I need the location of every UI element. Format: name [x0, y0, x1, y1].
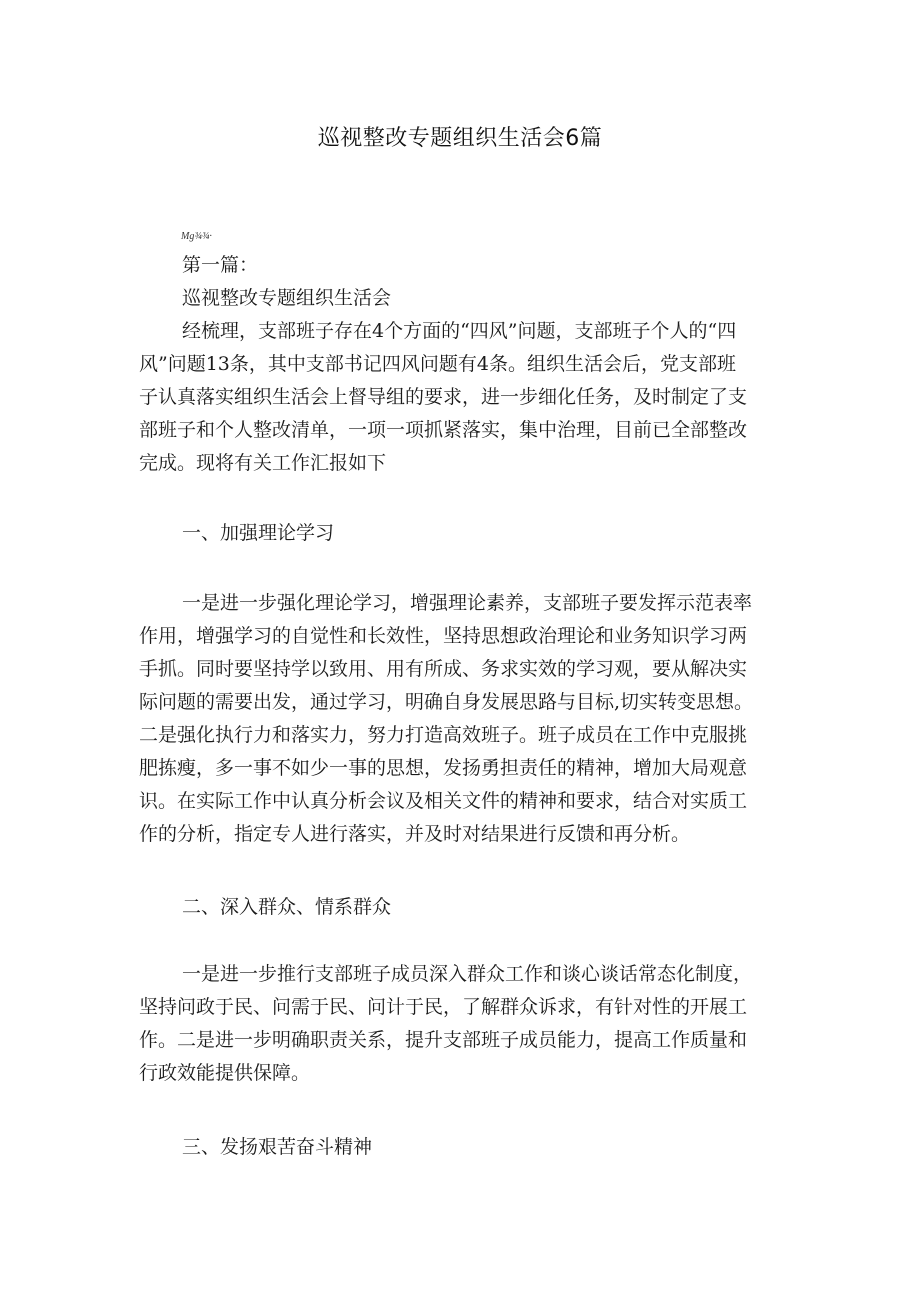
section-heading: 二、深入群众、情系群众	[182, 896, 392, 918]
intro-line: 部班子和个人整改清单，一项一项抓紧落实，集中治理，目前已全部整改	[139, 419, 748, 441]
section-line: 二是强化执行力和落实力，努力打造高效班子。班子成员在工作中克服挑	[139, 724, 748, 746]
section-line: 作。二是进一步明确职责关系，提升支部班子成员能力，提高工作质量和	[139, 1029, 748, 1051]
section-line: 识。在实际工作中认真分析会议及相关文件的精神和要求，结合对实质工	[139, 790, 748, 812]
intro-line: 子认真落实组织生活会上督导组的要求，进一步细化任务，及时制定了支	[139, 386, 748, 408]
intro-line: 风”问题13条，其中支部书记四风问题有4条。组织生活会后，党支部班	[139, 353, 736, 375]
section-line: 一是进一步强化理论学习，增强理论素养，支部班子要发挥示范表率	[182, 592, 753, 614]
part-title: 巡视整改专题组织生活会	[182, 287, 392, 309]
section-line: 坚持问政于民、问需于民、问计于民，了解群众诉求，有针对性的开展工	[139, 996, 748, 1018]
document-title: 巡视整改专题组织生活会6篇	[317, 126, 603, 151]
section-line: 际问题的需要出发，通过学习，明确自身发展思路与目标,切实转变思想。	[139, 691, 754, 713]
section-line: 作用，增强学习的自觉性和长效性，坚持思想政治理论和业务知识学习两	[139, 625, 748, 647]
section-line: 作的分析，指定专人进行落实，并及时对结果进行反馈和再分析。	[139, 823, 691, 845]
intro-line: 完成。现将有关工作汇报如下	[139, 452, 387, 474]
section-line: 手抓。同时要坚持学以致用、用有所成、务求实效的学习观，要从解决实	[139, 658, 748, 680]
section-line: 一是进一步推行支部班子成员深入群众工作和谈心谈话常态化制度，	[182, 963, 753, 985]
stamp-mark: Mg¾¾·	[181, 231, 212, 242]
section-line: 行政效能提供保障。	[139, 1062, 311, 1084]
intro-line: 经梳理，支部班子存在4个方面的“四风”问题，支部班子个人的“四	[182, 320, 737, 342]
section-heading: 三、发扬艰苦奋斗精神	[182, 1136, 373, 1158]
section-line: 肥拣瘦，多一事不如少一事的思想，发扬勇担责任的精神，增加大局观意	[139, 757, 748, 779]
section-heading: 一、加强理论学习	[182, 522, 335, 544]
part-label: 第一篇：	[182, 254, 259, 276]
